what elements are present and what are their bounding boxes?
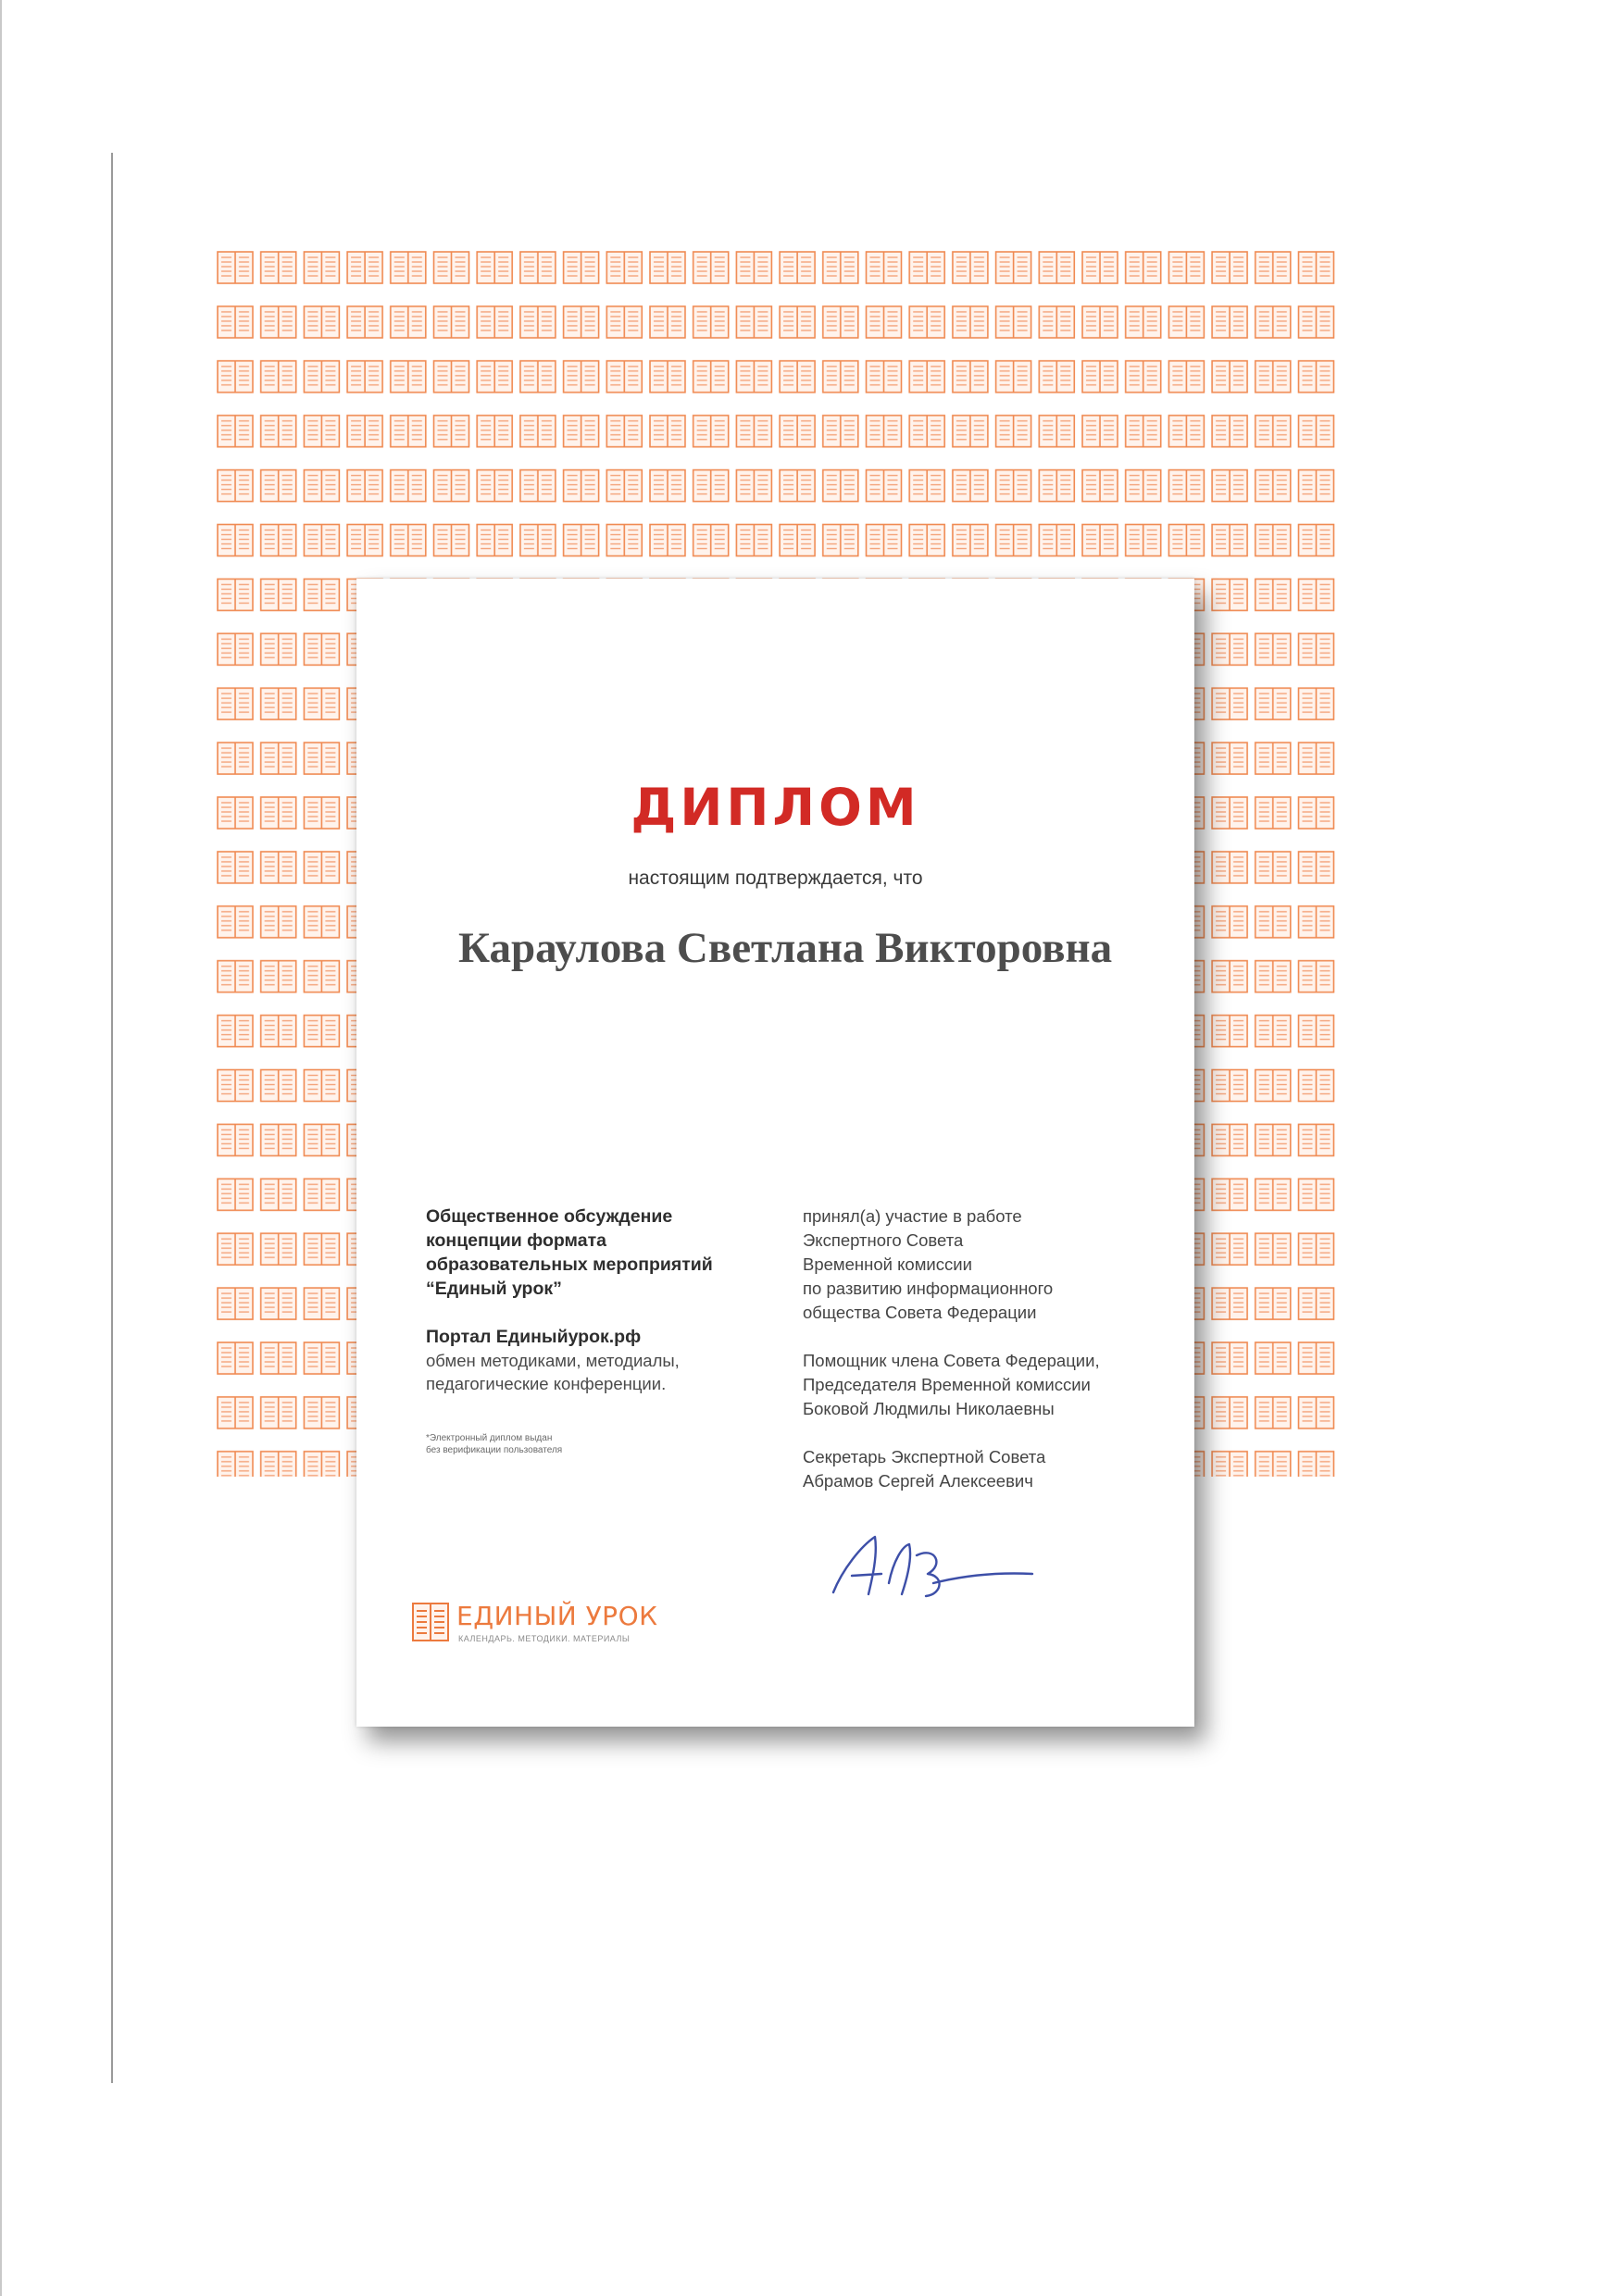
- page-edge-line: [0, 0, 2, 2296]
- participation-line: Экспертного Совета: [803, 1230, 964, 1250]
- event-title: [426, 1204, 778, 1301]
- event-line: концепции формата: [426, 1230, 606, 1251]
- assistant-line: Боковой Людмилы Николаевны: [803, 1399, 1055, 1418]
- secretary-line: Секретарь Экспертной Совета: [803, 1447, 1046, 1466]
- assistant-line: Председателя Временной комиссии: [803, 1375, 1091, 1394]
- portal-line: педагогические конференции.: [426, 1374, 667, 1393]
- brand-logo: [412, 1597, 708, 1653]
- book-icon: [412, 1603, 449, 1641]
- recipient-name: Караулова Светлана Викторовна: [458, 924, 1113, 972]
- participation-line: общества Совета Федерации: [803, 1303, 1037, 1322]
- diploma-title: ДИПЛОМ: [631, 778, 920, 837]
- footnote-line: без верификации пользователя: [426, 1445, 563, 1455]
- assistant-block: [803, 1349, 1173, 1421]
- margin-line: [111, 153, 113, 2083]
- logo-name: ЕДИНЫЙ УРОК: [456, 1601, 658, 1631]
- signature: [824, 1518, 1037, 1620]
- event-line: образовательных мероприятий: [426, 1254, 713, 1275]
- footnote: [426, 1432, 778, 1456]
- participation-line: Временной комиссии: [803, 1254, 972, 1274]
- secretary-line: Абрамов Сергей Алексеевич: [803, 1471, 1033, 1491]
- logo-tagline: КАЛЕНДАРЬ. МЕТОДИКИ. МАТЕРИАЛЫ: [458, 1634, 631, 1643]
- event-info: [426, 1204, 778, 1456]
- participation-line: принял(а) участие в работе: [803, 1206, 1022, 1226]
- participation-line: по развитию информационного: [803, 1279, 1054, 1298]
- secretary-block: [803, 1445, 1173, 1493]
- assistant-line: Помощник члена Совета Федерации,: [803, 1351, 1100, 1370]
- participation-block: [803, 1204, 1173, 1325]
- diploma-card: [356, 579, 1194, 1727]
- footnote-line: *Электронный диплом выдан: [426, 1433, 553, 1443]
- event-line: Общественное обсуждение: [426, 1206, 673, 1227]
- participation-info: [803, 1204, 1173, 1517]
- portal-line: обмен методиками, методиалы,: [426, 1351, 680, 1370]
- portal-title: Портал Единыйурок.рф: [426, 1327, 642, 1347]
- portal-description: [426, 1349, 778, 1395]
- event-line: “Единый урок”: [426, 1279, 562, 1299]
- confirmation-text: настоящим подтверждается, что: [628, 867, 923, 889]
